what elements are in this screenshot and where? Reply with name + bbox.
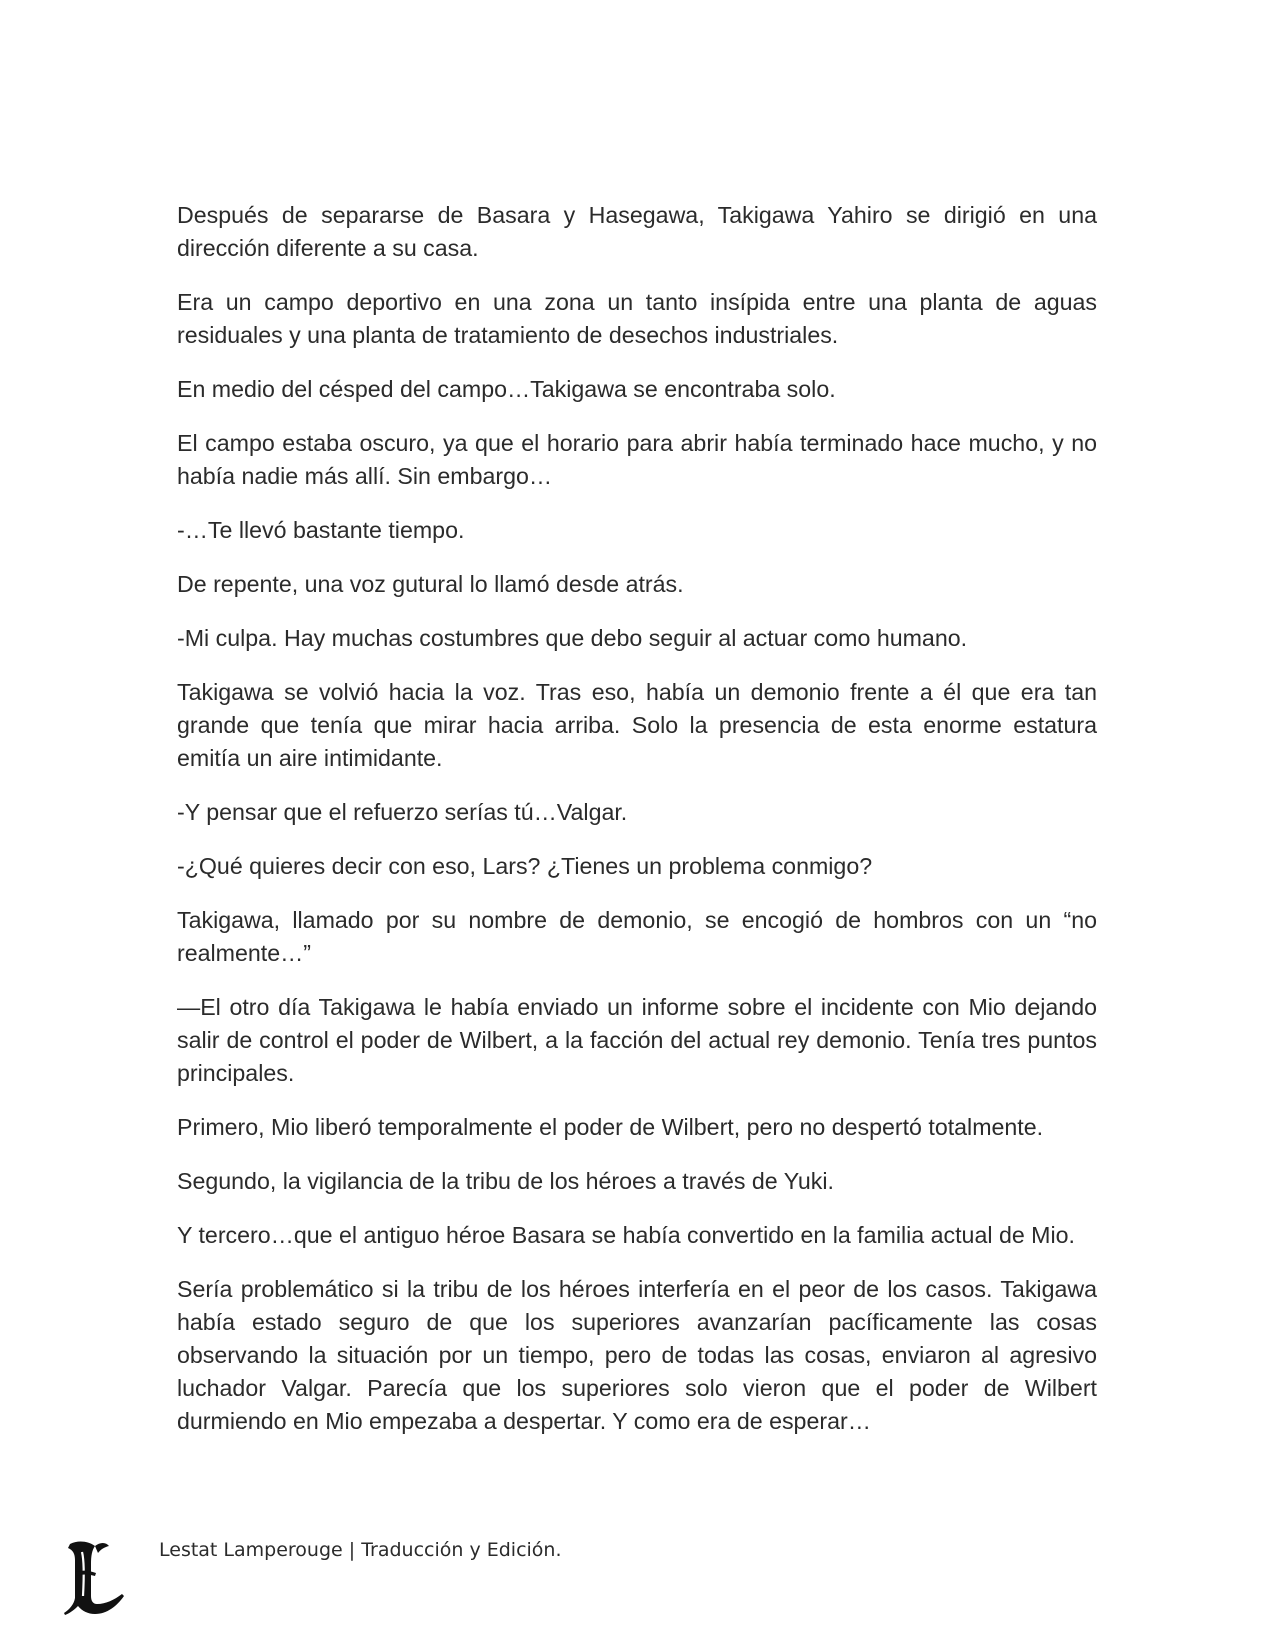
paragraph: Takigawa se volvió hacia la voz. Tras eso, había un demonio frente a él que era tan grande que tenía que mirar hacia arriba. Solo la presencia de esta enorme estatura emitía un aire intimidante. — [177, 679, 1097, 771]
paragraph: Primero, Mio liberó temporalmente el poder de Wilbert, pero no despertó totalmente. — [177, 1114, 1044, 1140]
footer-credit: Lestat Lamperouge | Traducción y Edición. — [159, 1539, 562, 1561]
paragraph: Después de separarse de Basara y Hasegawa, Takigawa Yahiro se dirigió en una dirección diferente a su casa. — [177, 202, 1097, 261]
paragraph: El campo estaba oscuro, ya que el horario para abrir había terminado hace mucho, y no había nadie más allí. Sin embargo… — [177, 430, 1097, 489]
paragraph: -…Te llevó bastante tiempo. — [177, 517, 465, 543]
document-body — [177, 199, 1097, 1459]
paragraph: -¿Qué quieres decir con eso, Lars? ¿Tienes un problema conmigo? — [177, 853, 873, 879]
paragraph: -Y pensar que el refuerzo serías tú…Valgar. — [177, 799, 628, 825]
paragraph: De repente, una voz gutural lo llamó desde atrás. — [177, 571, 684, 597]
paragraph: Era un campo deportivo en una zona un tanto insípida entre una planta de aguas residuales y una planta de tratamiento de desechos industriales. — [177, 289, 1097, 348]
paragraph: Segundo, la vigilancia de la tribu de los héroes a través de Yuki. — [177, 1168, 834, 1194]
gothic-l-logo-icon — [62, 1538, 130, 1618]
paragraph: Takigawa, llamado por su nombre de demonio, se encogió de hombros con un “no realmente…” — [177, 907, 1097, 966]
paragraph: Y tercero…que el antiguo héroe Basara se había convertido en la familia actual de Mio. — [177, 1222, 1075, 1248]
paragraph: En medio del césped del campo…Takigawa se encontraba solo. — [177, 376, 836, 402]
page-footer — [62, 1538, 762, 1618]
paragraph: Sería problemático si la tribu de los héroes interfería en el peor de los casos. Takigawa había estado seguro de que los superiores avanzarían pacíficamente las cosas observando la situación por un tiempo, pero de todas las cosas, enviaron al agresivo luchador Valgar. Parecía que los superiores solo vieron que el poder de Wilbert durmiendo en Mio empezaba a despertar. Y como era de esperar… — [177, 1276, 1097, 1434]
paragraph: -Mi culpa. Hay muchas costumbres que debo seguir al actuar como humano. — [177, 625, 968, 651]
paragraph: —El otro día Takigawa le había enviado un informe sobre el incidente con Mio dejando salir de control el poder de Wilbert, a la facción del actual rey demonio. Tenía tres puntos principales. — [177, 994, 1097, 1086]
